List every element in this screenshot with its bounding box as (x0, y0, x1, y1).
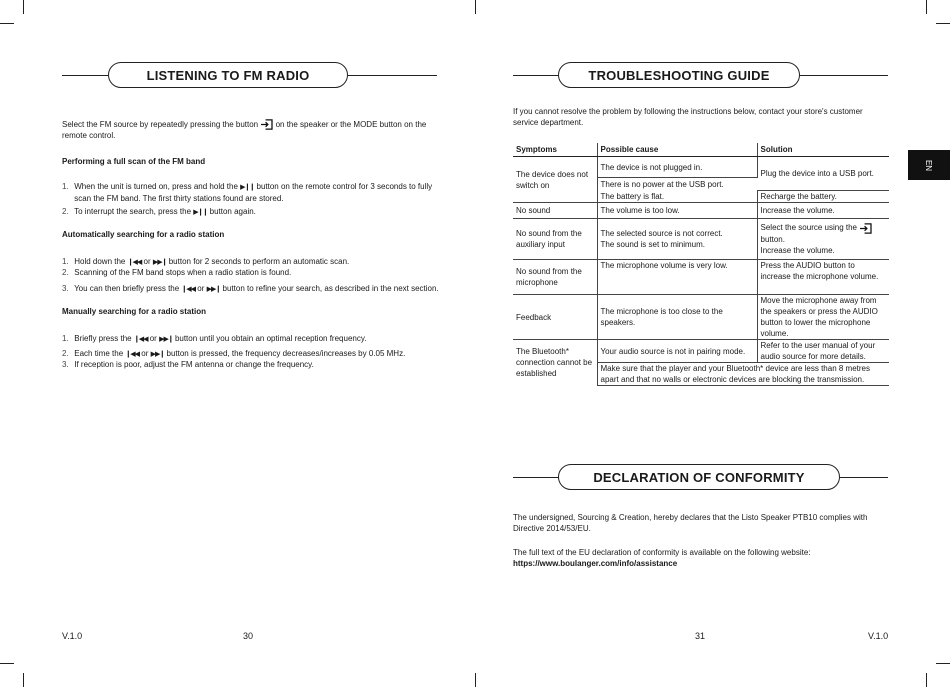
crop-mark (23, 673, 24, 687)
list-text: To interrupt the search, press the (74, 207, 192, 216)
table-cell-cause: The microphone volume is very low. (597, 260, 757, 295)
crop-mark (475, 0, 476, 14)
list-item (62, 206, 256, 218)
list-number: 1. (62, 334, 69, 343)
crop-mark (475, 673, 476, 687)
table-cell-cause (597, 219, 757, 260)
list-text: or (141, 349, 149, 358)
table-header-row (513, 143, 889, 157)
table-row (513, 340, 889, 363)
list-text: Scanning of the FM band stops when a radio station is found. (74, 268, 292, 277)
list-text: button until you obtain an optimal reception frequency. (174, 334, 367, 343)
table-cell-solution: Make sure that the player and your Bluetooth* device are less than 8 metres apart and that no walls or electronic devices are blocking the transmission. (597, 363, 889, 386)
table-cell-solution: Press the AUDIO button to increase the microphone volume. (757, 260, 889, 295)
fm-intro-text-a: Select the FM source by repeatedly pressing the button (62, 120, 259, 129)
crop-mark (926, 673, 927, 687)
play-pause-icon: ▶❙❙ (240, 184, 255, 191)
table-cell-symptom: No sound (513, 203, 597, 219)
crop-mark (926, 0, 927, 14)
skip-forward-icon: ▶▶❙ (152, 259, 167, 266)
cause-line: The sound is set to minimum. (600, 240, 705, 249)
list-text: button on the remote control for 3 seconds to fully (256, 182, 433, 191)
table-cell-cause: The device is not plugged in. (597, 157, 757, 178)
right-page-number: 31 (695, 631, 706, 641)
skip-back-icon: ❙◀◀ (127, 259, 142, 266)
declaration-url-link[interactable]: https://www.boulanger.com/info/assistance (513, 559, 678, 568)
table-cell-solution: Refer to the user manual of your audio source for more details. (757, 340, 889, 363)
list-item (62, 181, 452, 204)
intro-line: service department. (513, 118, 584, 127)
section-heading-auto-search: Automatically searching for a radio station (62, 230, 225, 239)
list-item (62, 359, 314, 370)
declaration-line: Directive 2014/53/EU. (513, 524, 591, 533)
table-cell-solution (757, 219, 889, 260)
list-text: button again. (209, 207, 256, 216)
solution-line: Select the source using the (760, 223, 858, 233)
table-row (513, 260, 889, 295)
list-item (62, 283, 439, 295)
table-row (513, 219, 889, 260)
list-text: Briefly press the (74, 334, 132, 343)
page-title-fm-radio: LISTENING TO FM RADIO (108, 62, 348, 88)
source-input-icon (260, 119, 273, 130)
table-header: Possible cause (597, 143, 757, 157)
list-number: 1. (62, 257, 69, 266)
list-number: 2. (62, 349, 69, 358)
list-number: 2. (62, 207, 69, 216)
skip-back-icon: ❙◀◀ (133, 336, 148, 343)
table-cell-cause: The microphone is too close to the speakers. (597, 295, 757, 340)
right-version: V.1.0 (868, 631, 889, 641)
crop-mark (936, 663, 950, 664)
crop-mark (0, 663, 14, 664)
fm-intro (62, 119, 442, 141)
crop-mark (936, 23, 950, 24)
table-cell-cause: The volume is too low. (597, 203, 757, 219)
table-cell-solution: Recharge the battery. (757, 190, 889, 203)
language-tab-label: EN (924, 159, 934, 171)
list-text: If reception is poor, adjust the FM antenna or change the frequency. (74, 360, 314, 369)
declaration-line: The undersigned, Sourcing & Creation, hereby declares that the Listo Speaker PTB10 complies with (513, 513, 868, 522)
skip-forward-icon: ▶▶❙ (206, 286, 221, 293)
list-text: You can then briefly press the (74, 284, 180, 293)
solution-line: Increase the volume. (760, 245, 835, 255)
crop-mark (23, 0, 24, 14)
fm-intro-text-c: remote control. (62, 131, 116, 141)
declaration-text (513, 512, 891, 534)
list-text: or (197, 284, 205, 293)
table-header: Symptoms (513, 143, 597, 157)
source-input-icon (859, 223, 872, 234)
table-cell-cause: The battery is flat. (597, 190, 757, 203)
table-cell-cause: There is no power at the USB port. (600, 179, 724, 189)
list-text: button is pressed, the frequency decreases/increases by 0.05 MHz. (166, 349, 406, 358)
declaration-text (513, 547, 811, 569)
list-text: button to refine your search, as described in the next section. (222, 284, 439, 293)
list-item (62, 267, 291, 278)
language-tab (908, 150, 950, 180)
skip-back-icon: ❙◀◀ (181, 286, 196, 293)
troubleshooting-intro (513, 106, 891, 128)
play-pause-icon: ▶❙❙ (193, 209, 208, 216)
crop-mark (0, 23, 14, 24)
list-text: or (149, 334, 157, 343)
list-number: 3. (62, 360, 69, 369)
table-cell-symptom: No sound from the microphone (513, 260, 597, 295)
list-text: or (143, 257, 151, 266)
list-text: When the unit is turned on, press and hold the (74, 182, 238, 191)
cause-line: The selected source is not correct. (600, 229, 723, 238)
table-cell-symptom: The device does not switch on (513, 157, 597, 203)
page-title-troubleshooting: TROUBLESHOOTING GUIDE (558, 62, 800, 88)
list-text: button for 2 seconds to perform an automatic scan. (168, 257, 350, 266)
skip-back-icon: ❙◀◀ (125, 351, 140, 358)
table-header: Solution (757, 143, 889, 157)
skip-forward-icon: ▶▶❙ (159, 336, 173, 343)
declaration-line: The full text of the EU declaration of conformity is available on the following website: (513, 548, 811, 557)
section-heading-full-scan: Performing a full scan of the FM band (62, 157, 206, 166)
solution-line: button. (760, 234, 785, 244)
list-text: Hold down the (74, 257, 126, 266)
table-cell-cause: Your audio source is not in pairing mode. (597, 340, 757, 363)
list-text: scan the FM band. The first thirty stations found are stored. (74, 194, 284, 203)
list-number: 2. (62, 268, 69, 277)
section-heading-manual-search: Manually searching for a radio station (62, 307, 207, 316)
intro-line: If you cannot resolve the problem by following the instructions below, contact your store's customer (513, 107, 863, 116)
table-cell-symptom: Feedback (513, 295, 597, 340)
left-version: V.1.0 (62, 631, 83, 641)
list-number: 3. (62, 284, 69, 293)
skip-forward-icon: ▶▶❙ (150, 351, 165, 358)
table-cell-symptom: The Bluetooth* connection cannot be established (513, 340, 597, 386)
table-row (513, 295, 889, 340)
list-number: 1. (62, 182, 69, 191)
list-text: Each time the (74, 349, 124, 358)
table-row (513, 203, 889, 219)
table-cell-symptom: No sound from the auxiliary input (513, 219, 597, 260)
list-item (62, 333, 366, 345)
left-page-number: 30 (243, 631, 254, 641)
fm-intro-text-b: on the speaker or the MODE button on the (275, 120, 427, 129)
table-row (513, 157, 889, 178)
table-cell-solution: Move the microphone away from the speakers or press the AUDIO button to lower the microphone volume. (757, 295, 889, 340)
table-cell-solution: Increase the volume. (757, 203, 889, 219)
page-title-declaration: DECLARATION OF CONFORMITY (558, 464, 840, 490)
table-cell-solution: Plug the device into a USB port. (757, 157, 889, 191)
troubleshooting-table (513, 143, 889, 386)
